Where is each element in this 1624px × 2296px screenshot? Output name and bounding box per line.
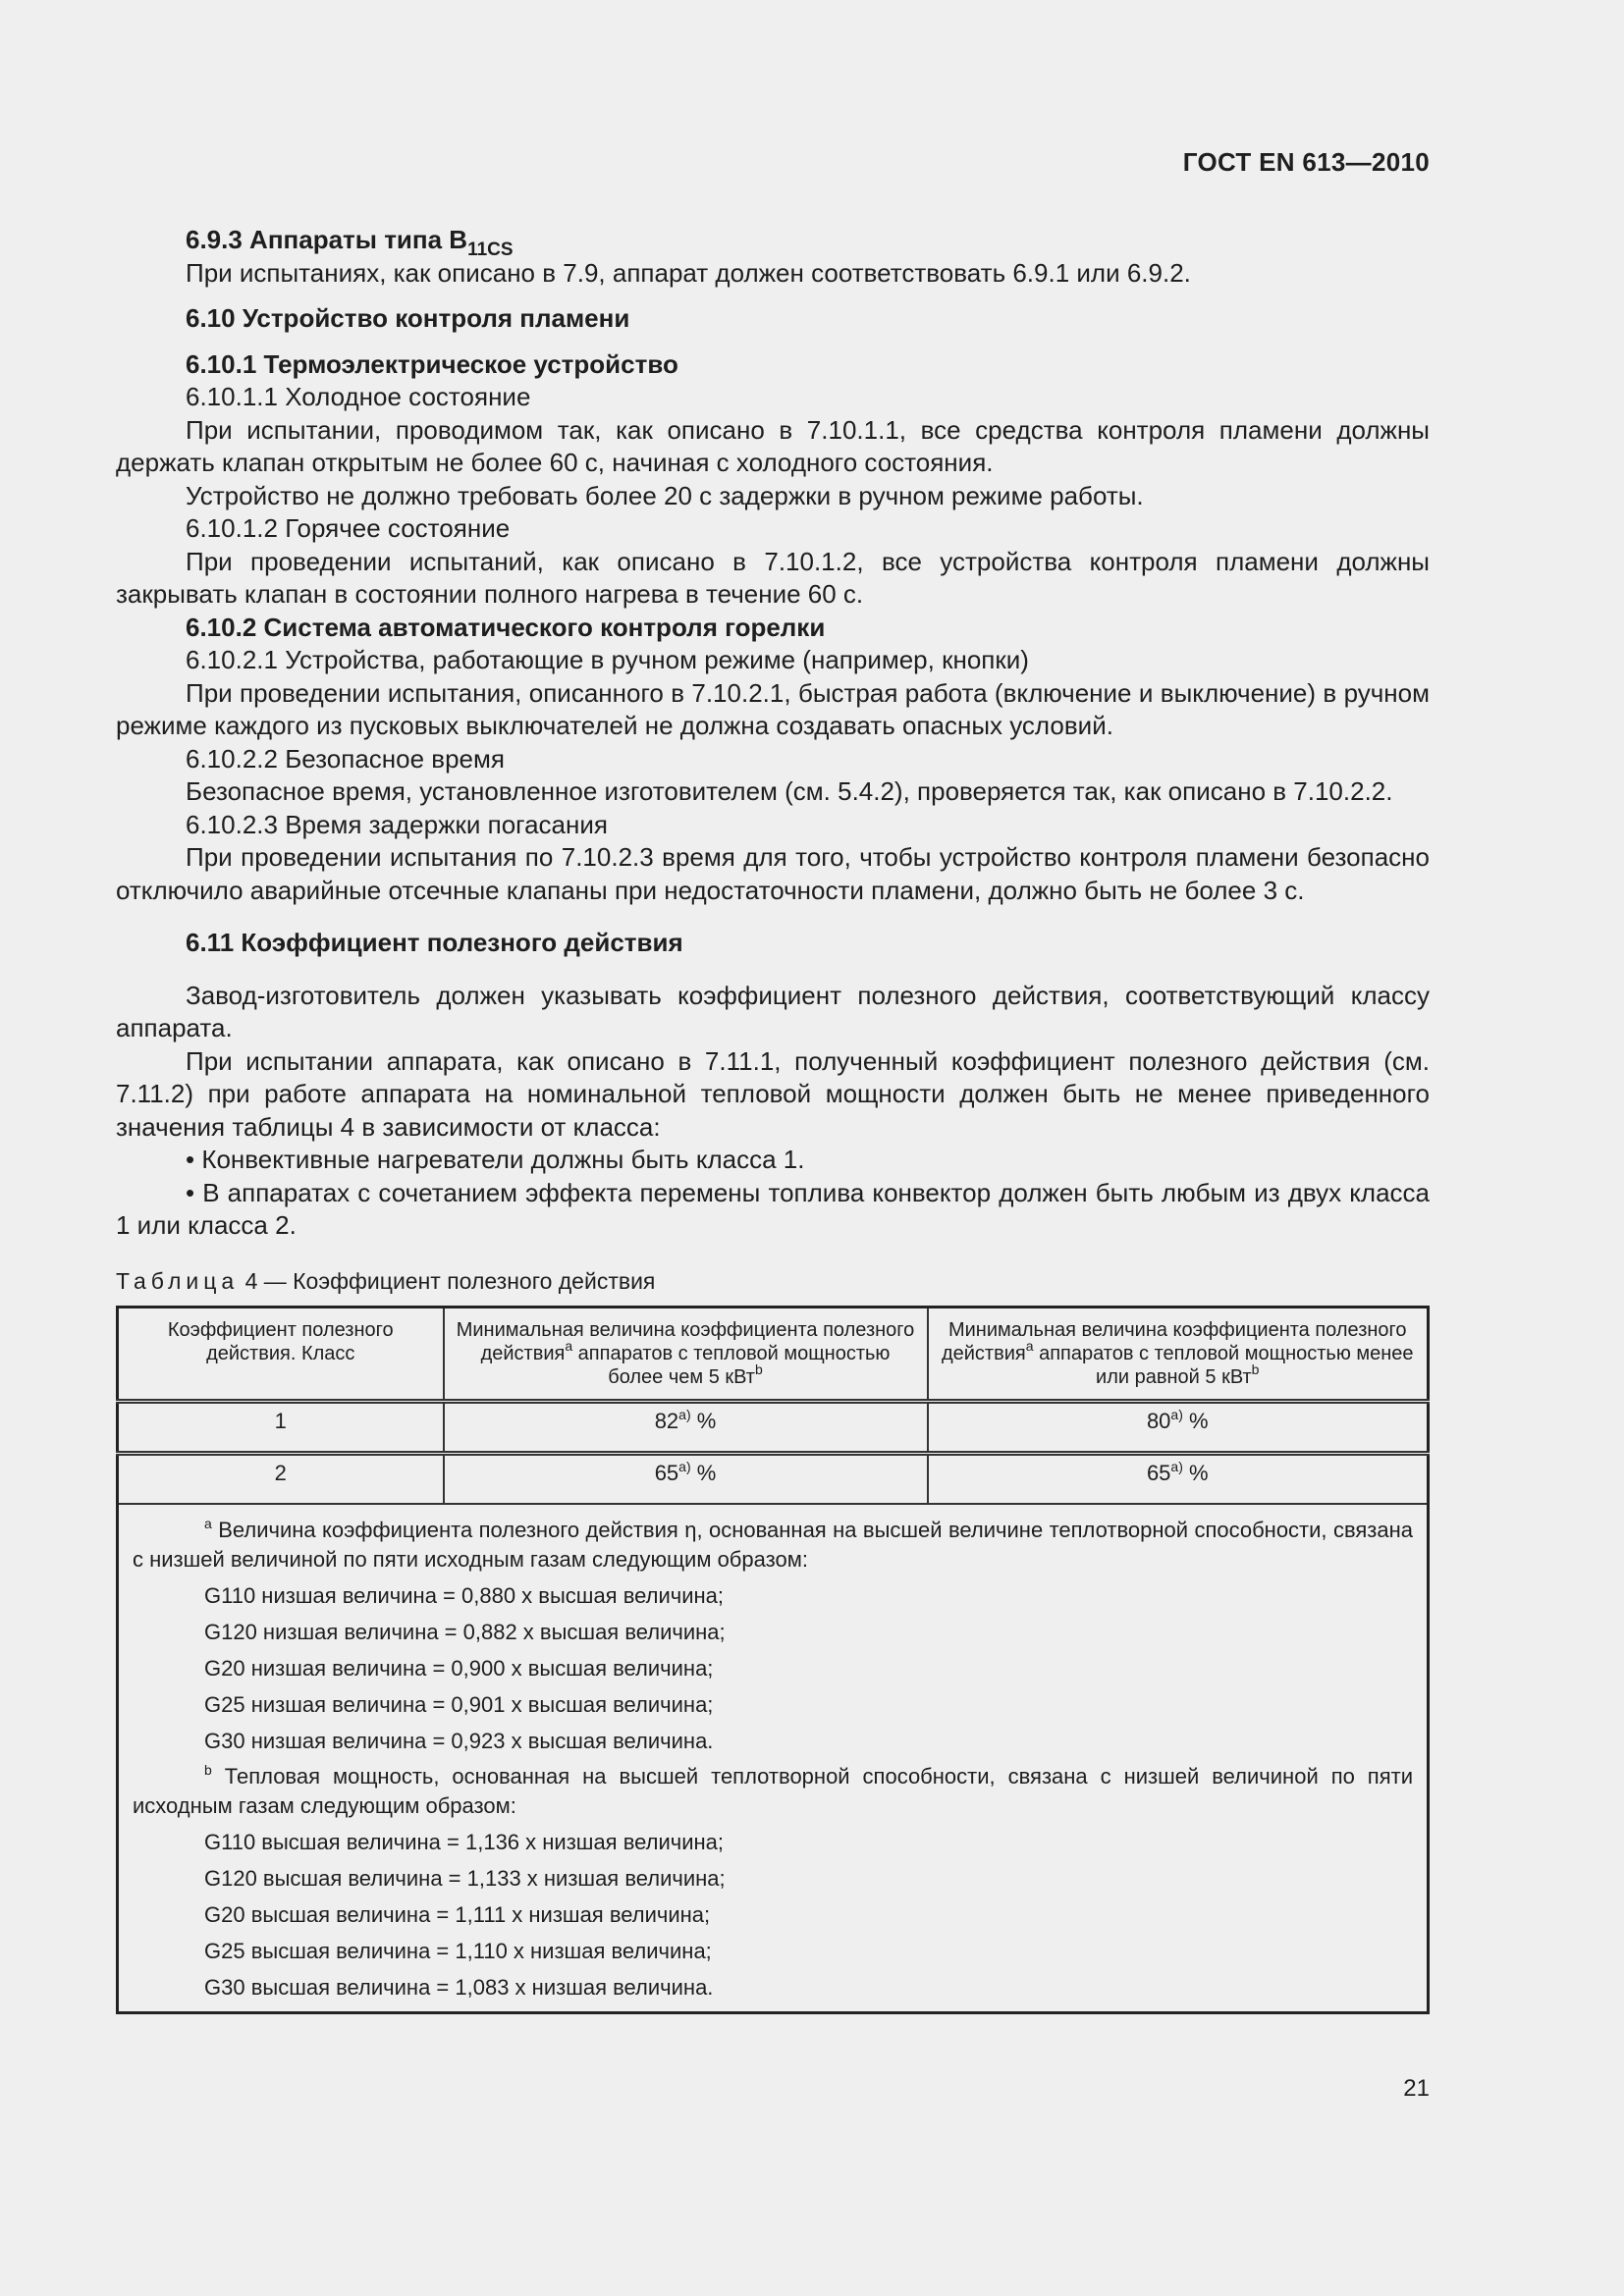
note-b-text: Тепловая мощность, основанная на высшей теплотворной способности, связана с низшей величиной по пяти исходным газам следующим образом: bbox=[133, 1763, 1413, 1818]
document-body bbox=[116, 224, 1430, 2014]
formula-line: G120 низшая величина = 0,882 х высшая величина; bbox=[204, 1619, 726, 1644]
cell-unit: % bbox=[690, 1408, 717, 1433]
paragraph: Устройство не должно требовать более 20 с задержки в ручном режиме работы. bbox=[186, 480, 1144, 510]
footnote-marker-b: b bbox=[1251, 1361, 1260, 1377]
document-id: ГОСТ EN 613—2010 bbox=[1182, 147, 1430, 177]
formula-line: G30 высшая величина = 1,083 х низшая величина. bbox=[204, 1974, 714, 2000]
formula-line: G20 высшая величина = 1,111 х низшая величина; bbox=[204, 1901, 711, 1927]
heading-6-9-3 bbox=[116, 224, 1430, 260]
note-a bbox=[133, 1513, 1413, 1577]
header-up-to-5kw bbox=[928, 1307, 1429, 1401]
paragraph: При проведении испытания по 7.10.2.3 время для того, чтобы устройство контроля пламени безопасно отключило аварийные отсечные клапаны при недостаточности пламени, должно быть не более 3 с. bbox=[116, 842, 1430, 905]
table-notes bbox=[118, 1504, 1429, 2013]
subheading-6-10-2-2: 6.10.2.2 Безопасное время bbox=[186, 743, 505, 774]
cell-value: 65 bbox=[1146, 1460, 1171, 1485]
formula-line: G110 высшая величина = 1,136 х низшая величина; bbox=[204, 1829, 725, 1854]
table-header-row bbox=[118, 1307, 1429, 1401]
subheading-6-10-1-1: 6.10.1.1 Холодное состояние bbox=[186, 382, 531, 411]
cell-value: 80 bbox=[1146, 1408, 1171, 1433]
table-caption bbox=[116, 1266, 1430, 1296]
footnote-marker: a) bbox=[1170, 1458, 1183, 1474]
formula-line: G20 низшая величина = 0,900 х высшая величина; bbox=[204, 1655, 714, 1681]
note-a-text: Величина коэффициента полезного действия η, основанная на высшей величине теплотворной способности, связана с низшей величиной по пяти исходным газам следующим образом: bbox=[133, 1517, 1413, 1572]
footnote-marker-b: b bbox=[204, 1761, 212, 1778]
heading-6-9-3-text: 6.9.3 Аппараты типа B bbox=[186, 225, 468, 254]
table-notes-row bbox=[118, 1504, 1429, 2013]
efficiency-table bbox=[116, 1306, 1430, 2014]
bullet-item: • В аппаратах с сочетанием эффекта перемены топлива конвектор должен быть любым из двух класса 1 или класса 2. bbox=[116, 1177, 1430, 1240]
page-number: 21 bbox=[1403, 2075, 1430, 2102]
paragraph: При проведении испытаний, как описано в 7.10.1.2, все устройства контроля пламени должны закрывать клапан в состоянии полного нагрева в течение 60 с. bbox=[116, 546, 1430, 609]
bullet-item: • Конвективные нагреватели должны быть класса 1. bbox=[186, 1145, 805, 1174]
subheading-6-10-2-1: 6.10.2.1 Устройства, работающие в ручном режиме (например, кнопки) bbox=[186, 645, 1029, 674]
header-class-text: Коэффициент полезного действия. Класс bbox=[167, 1318, 394, 1364]
note-b bbox=[133, 1759, 1413, 1824]
table-row bbox=[118, 1453, 1429, 1504]
cell-over-5kw bbox=[444, 1453, 928, 1504]
formula-line: G25 высшая величина = 1,110 х низшая величина; bbox=[204, 1938, 712, 1963]
table-caption-text: 4 — Коэффициент полезного действия bbox=[239, 1267, 656, 1294]
cell-up-to-5kw bbox=[928, 1453, 1429, 1504]
footnote-marker-a: a bbox=[204, 1515, 212, 1531]
paragraph: При испытаниях, как описано в 7.9, аппарат должен соответствовать 6.9.1 или 6.9.2. bbox=[186, 257, 1191, 288]
cell-class: 1 bbox=[118, 1401, 444, 1453]
heading-6-10-2: 6.10.2 Система автоматического контроля горелки bbox=[186, 612, 826, 642]
heading-6-10: 6.10 Устройство контроля пламени bbox=[186, 303, 630, 333]
paragraph: При испытании аппарата, как описано в 7.11.1, полученный коэффициент полезного действия (см. 7.11.2) при работе аппарата на номинальной тепловой мощности должен быть не менее приведенного значения таблицы 4 в зависимости от класса: bbox=[116, 1045, 1430, 1142]
heading-6-9-3-subscript: 11CS bbox=[467, 240, 514, 260]
paragraph: Безопасное время, установленное изготовителем (см. 5.4.2), проверяется так, как описано в 7.10.2.2. bbox=[186, 776, 1393, 806]
header-up-to-5kw-text-b: аппаратов с тепловой мощностью менее или равной 5 кВт bbox=[1033, 1342, 1414, 1388]
table-row bbox=[118, 1401, 1429, 1453]
footnote-marker: a) bbox=[678, 1458, 691, 1474]
cell-unit: % bbox=[690, 1460, 717, 1485]
subheading-6-10-2-3: 6.10.2.3 Время задержки погасания bbox=[186, 809, 608, 839]
cell-unit: % bbox=[1182, 1460, 1209, 1485]
header-up-to-5kw-text-a: Минимальная величина коэффициента полезного действия bbox=[941, 1318, 1407, 1364]
formula-line: G110 низшая величина = 0,880 х высшая величина; bbox=[204, 1582, 725, 1608]
cell-value: 65 bbox=[654, 1460, 679, 1485]
paragraph: При испытании, проводимом так, как описано в 7.10.1.1, все средства контроля пламени должны держать клапан открытым не более 60 с, начиная с холодного состояния. bbox=[116, 414, 1430, 477]
cell-unit: % bbox=[1182, 1408, 1209, 1433]
header-over-5kw-text-b: аппаратов с тепловой мощностью более чем 5 кВт bbox=[572, 1342, 891, 1388]
footnote-marker-a: a bbox=[1025, 1337, 1034, 1354]
cell-up-to-5kw bbox=[928, 1401, 1429, 1453]
formula-line: G25 низшая величина = 0,901 х высшая величина; bbox=[204, 1691, 714, 1717]
heading-6-10-1: 6.10.1 Термоэлектрическое устройство bbox=[186, 348, 678, 379]
table-caption-word: Таблица bbox=[116, 1267, 240, 1294]
heading-6-11: 6.11 Коэффициент полезного действия bbox=[186, 928, 683, 957]
cell-class: 2 bbox=[118, 1453, 444, 1504]
cell-value: 82 bbox=[654, 1408, 679, 1433]
header-class bbox=[118, 1307, 444, 1401]
formula-line: G30 низшая величина = 0,923 х высшая величина. bbox=[204, 1728, 714, 1753]
footnote-marker-b: b bbox=[754, 1361, 763, 1377]
paragraph: При проведении испытания, описанного в 7.10.2.1, быстрая работа (включение и выключение) в ручном режиме каждого из пусковых выключателей не должна создавать опасных условий. bbox=[116, 677, 1430, 740]
cell-over-5kw bbox=[444, 1401, 928, 1453]
footnote-marker: a) bbox=[678, 1406, 691, 1422]
formula-line: G120 высшая величина = 1,133 х низшая величина; bbox=[204, 1865, 726, 1891]
footnote-marker: a) bbox=[1170, 1406, 1183, 1422]
header-over-5kw-text-a: Минимальная величина коэффициента полезного действия bbox=[456, 1318, 915, 1364]
header-over-5kw bbox=[444, 1307, 928, 1401]
paragraph: Завод-изготовитель должен указывать коэффициент полезного действия, соответствующий классу аппарата. bbox=[116, 980, 1430, 1042]
subheading-6-10-1-2: 6.10.1.2 Горячее состояние bbox=[186, 513, 511, 543]
footnote-marker-a: a bbox=[565, 1337, 573, 1354]
